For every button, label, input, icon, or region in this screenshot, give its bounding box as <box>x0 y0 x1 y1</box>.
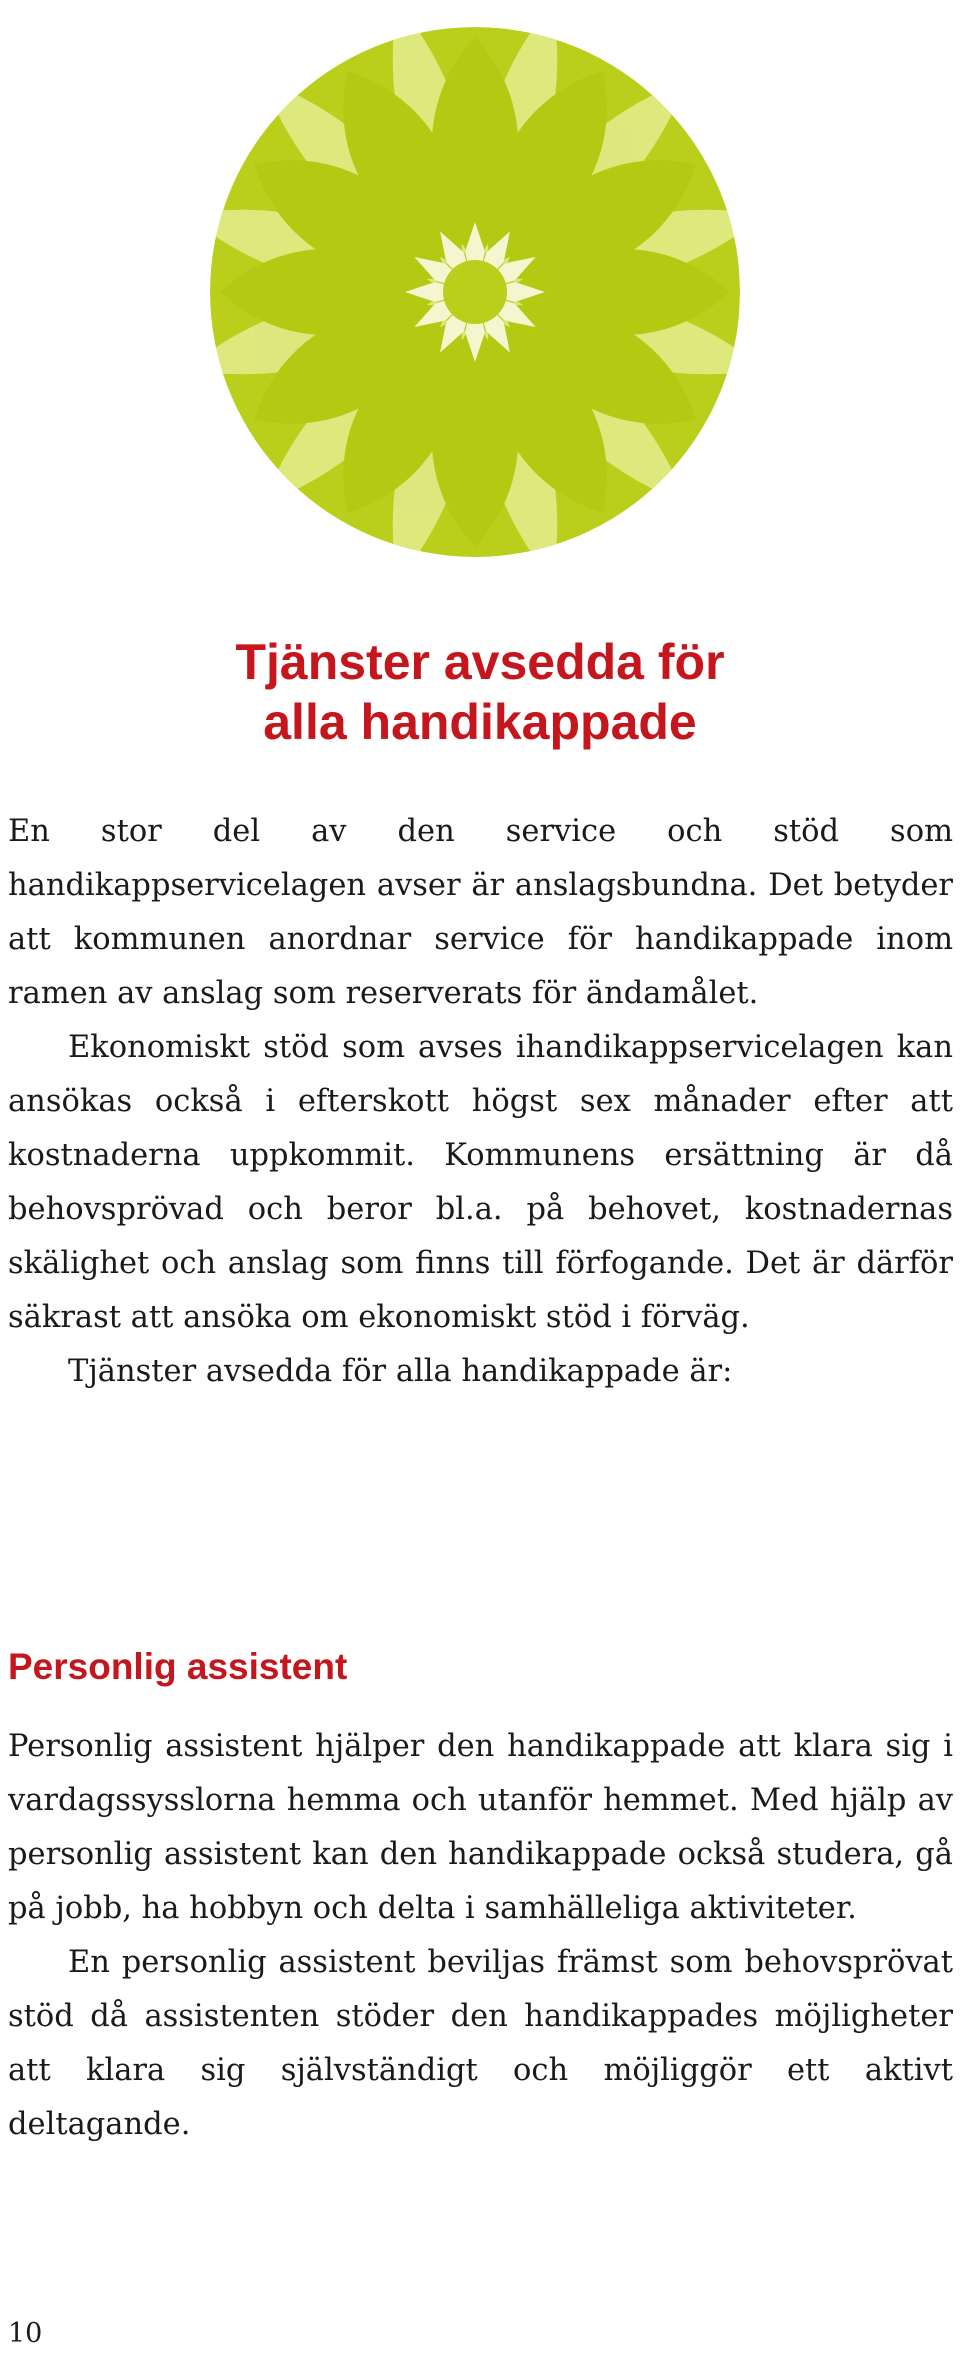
intro-paragraph: Tjänster avsedda för alla handikappade är: <box>68 1354 733 1389</box>
section-title: Personlig assistent <box>8 1646 348 1687</box>
intro-paragraph: En stor del av den service och stöd som handikappservicelagen avser är anslagsbundna. Det betyder att kommunen anordnar service för handikappade inom ramen av anslag som reserverats för ändamålet. <box>8 814 953 1011</box>
page-title-line-1: Tjänster avsedda för <box>235 634 725 690</box>
page-title-line-2: alla handikappade <box>263 694 697 750</box>
intro-paragraph: Ekonomiskt stöd som avses ihandikappservicelagen kan ansökas också i efterskott högst sex månader efter att kostnaderna uppkommit. Kommunens ersättning är då behovsprövad och beror bl.a. på behovet, kostnadernas skälighet och anslag som finns till förfogande. Det är därför säkrast att ansöka om ekonomiskt stöd i förväg. <box>8 1030 953 1335</box>
page-title <box>0 632 960 752</box>
green-flower-icon <box>195 12 755 572</box>
section-paragraph: Personlig assistent hjälper den handikappade att klara sig i vardagssysslorna hemma och utanför hemmet. Med hjälp av personlig assistent kan den handikappade också studera, gå på jobb, ha hobbyn och delta i samhälleliga aktiviteter. <box>8 1729 953 1926</box>
page-number: 10 <box>8 2318 43 2349</box>
section-paragraph: En personlig assistent beviljas främst som behovsprövat stöd då assistenten stöder den handikappades möjligheter att klara sig självständigt och möjliggör ett aktivt deltagande. <box>8 1945 953 2142</box>
intro-text <box>8 805 953 1399</box>
section-text <box>8 1720 953 2152</box>
